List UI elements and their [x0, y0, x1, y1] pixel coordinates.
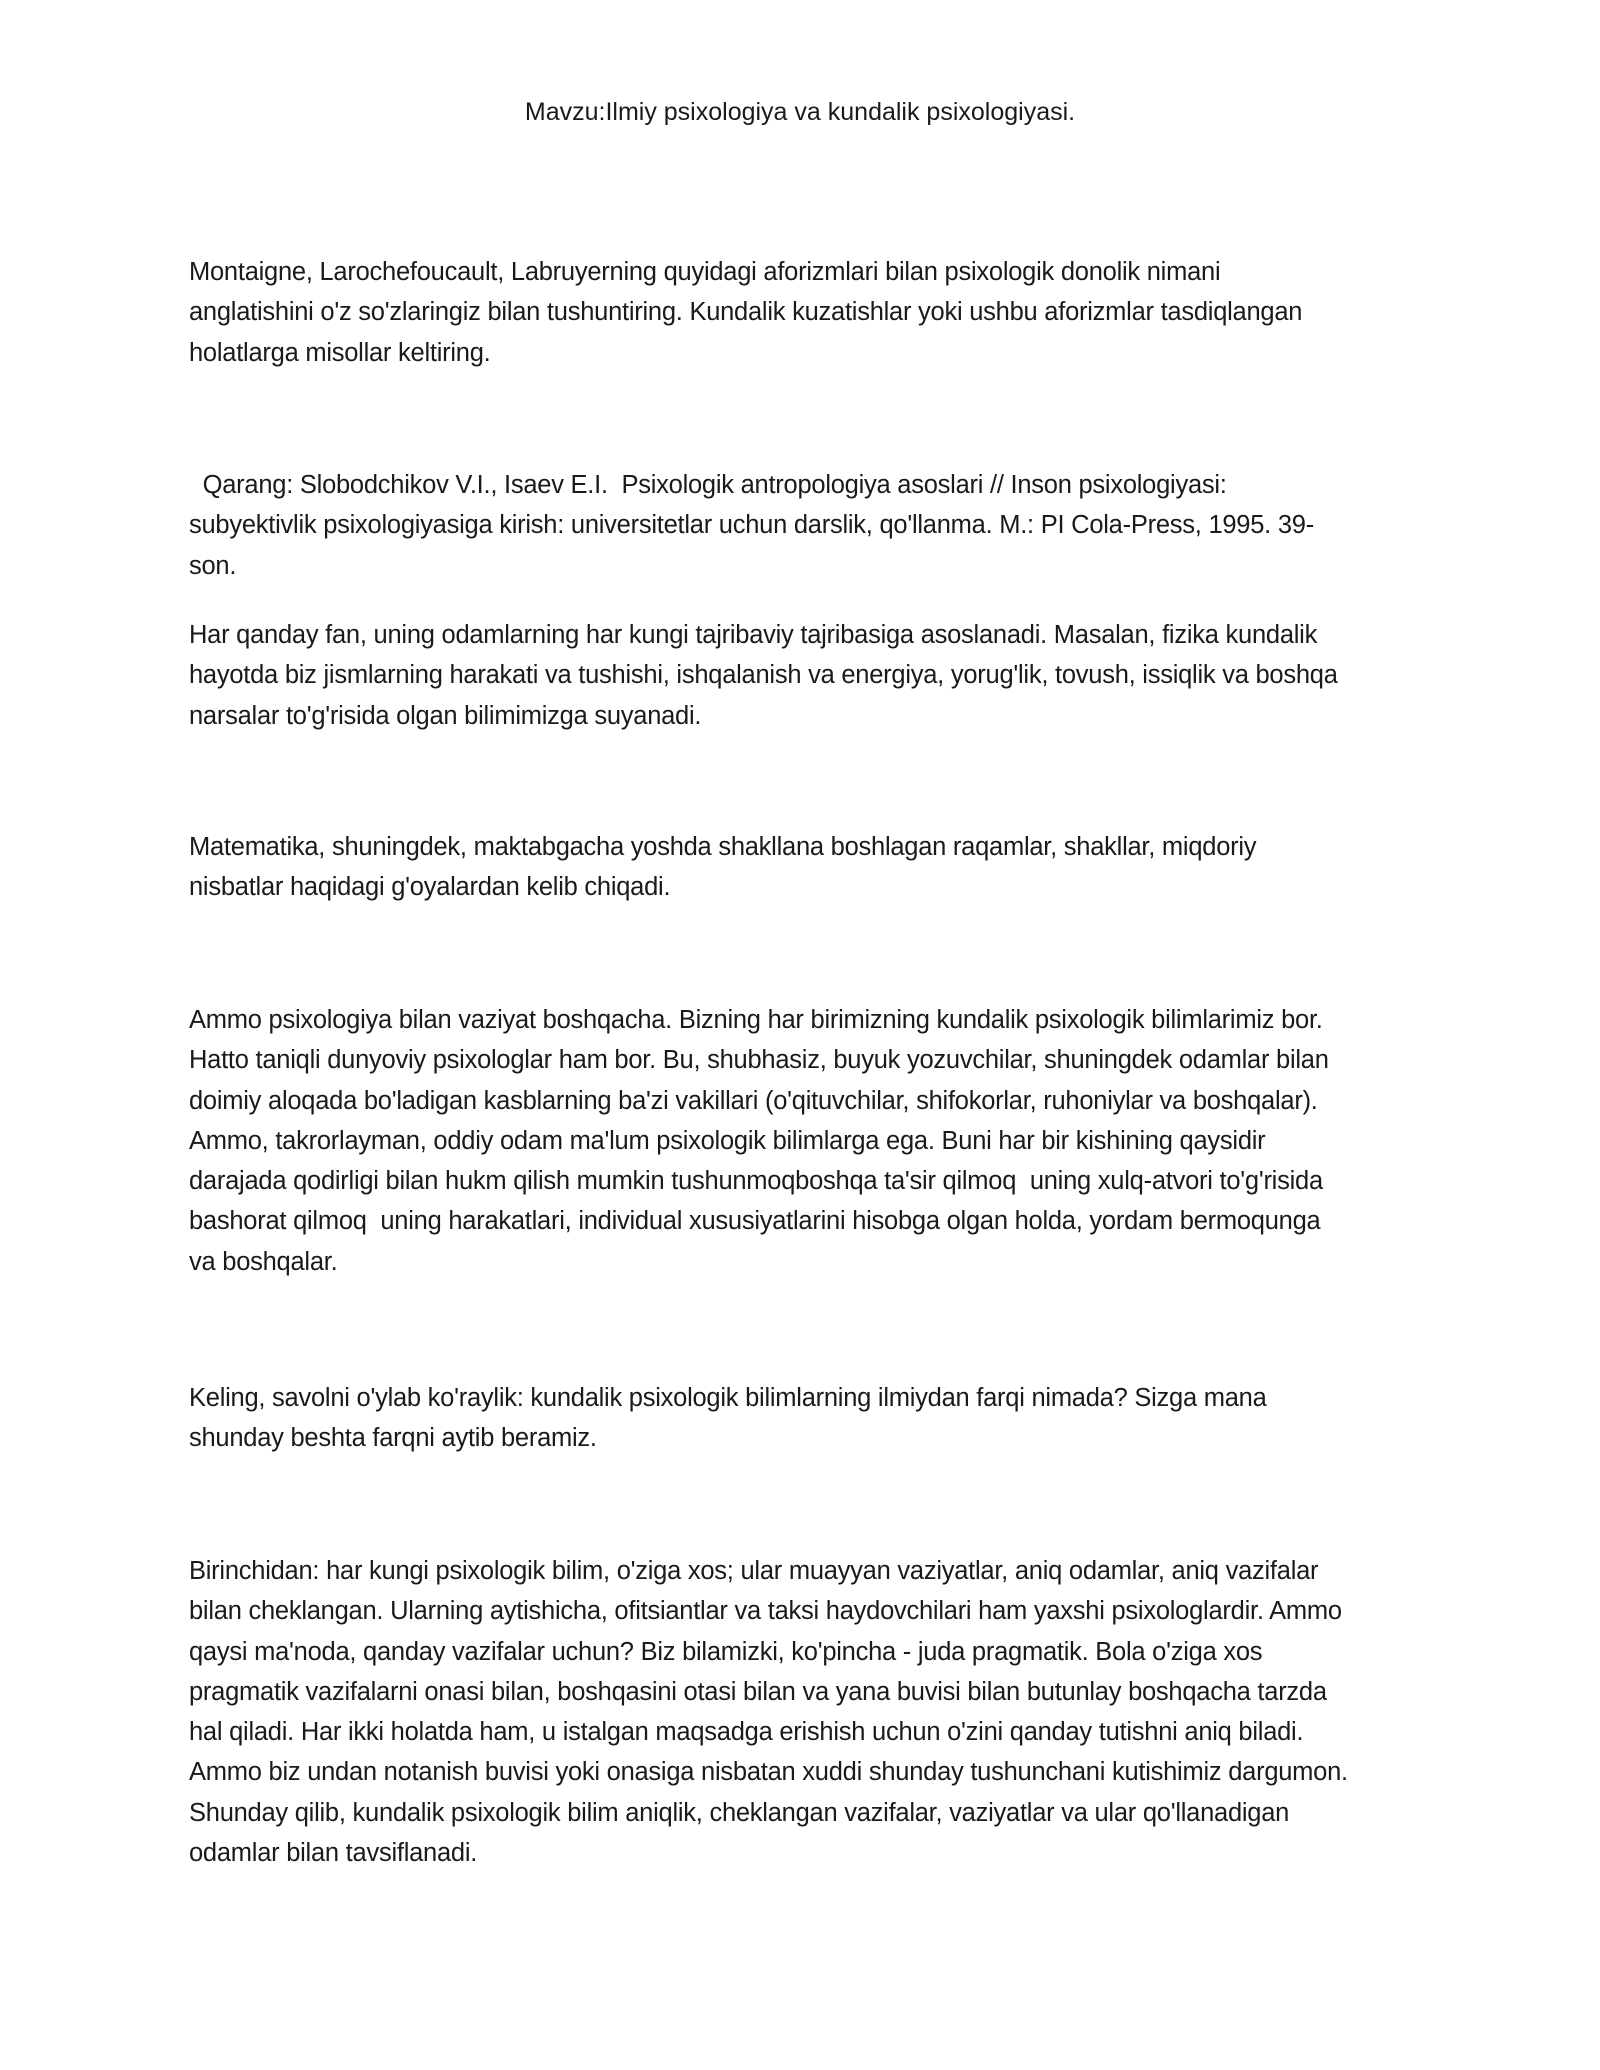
paragraph-question [189, 1378, 1419, 1459]
text-line: Matematika, shuningdek, maktabgacha yoshda shakllana boshlagan raqamlar, shakllar, miqdoriy [189, 833, 1257, 861]
paragraph-reference [189, 465, 1419, 586]
text-line: Ammo, takrorlayman, oddiy odam ma'lum psixologik bilimlarga ega. Buni har bir kishining qaysidir [189, 1126, 1266, 1155]
text-line: Keling, savolni o'ylab ko'raylik: kundalik psixologik bilimlarning ilmiydan farqi nimada? Sizga mana [189, 1384, 1267, 1412]
paragraph-psychology-situation [189, 1000, 1419, 1282]
text-line: bashorat qilmoq uning harakatlari, individual xususiyatlarini hisobga olgan holda, yordam bermoqunga [189, 1207, 1321, 1236]
text-line: holatlarga misollar keltiring. [189, 338, 491, 367]
text-line: son. [189, 551, 237, 580]
text-line: narsalar to'g'risida olgan bilimimizga suyanadi. [189, 701, 702, 730]
text-line: hal qiladi. Har ikki holatda ham, u istalgan maqsadga erishish uchun o'zini qanday tutishni aniq biladi. [189, 1718, 1304, 1747]
text-line: anglatishini o'z so'zlaringiz bilan tushuntiring. Kundalik kuzatishlar yoki ushbu aforizmlar tasdiqlangan [189, 298, 1303, 327]
text-line: Montaigne, Larochefoucault, Labruyerning quyidagi aforizmlari bilan psixologik donolik nimani [189, 258, 1221, 286]
paragraph-first-difference [189, 1551, 1419, 1873]
text-line: Birinchidan: har kungi psixologik bilim, o'ziga xos; ular muayyan vaziyatlar, aniq odamlar, aniq vazifalar [189, 1557, 1319, 1585]
text-line: nisbatlar haqidagi g'oyalardan kelib chiqadi. [189, 873, 671, 902]
paragraph-science-basis [189, 615, 1419, 736]
text-line: Qarang: Slobodchikov V.I., Isaev E.I. Psixologik antropologiya asoslari // Inson psixologiyasi: [189, 471, 1227, 499]
text-line: doimiy aloqada bo'ladigan kasblarning ba'zi vakillari (o'qituvchilar, shifokorlar, ruhoniylar va boshqalar). [189, 1086, 1318, 1115]
text-line: Hatto taniqli dunyoviy psixologlar ham bor. Bu, shubhasiz, buyuk yozuvchilar, shuningdek odamlar bilan [189, 1046, 1329, 1075]
text-line: qaysi ma'noda, qanday vazifalar uchun? Biz bilamizki, ko'pincha - juda pragmatik. Bola o'ziga xos [189, 1637, 1263, 1666]
text-line: subyektivlik psixologiyasiga kirish: universitetlar uchun darslik, qo'llanma. M.: PI Cola-Press, 1995. 39- [189, 511, 1314, 540]
text-line: pragmatik vazifalarni onasi bilan, boshqasini otasi bilan va yana buvisi bilan butunlay boshqacha tarzda [189, 1677, 1327, 1706]
text-line: va boshqalar. [189, 1247, 338, 1276]
text-line: hayotda biz jismlarning harakati va tushishi, ishqalanish va energiya, yorug'lik, tovush, issiqlik va boshqa [189, 661, 1338, 690]
paragraph-assignment [189, 252, 1419, 373]
text-line: odamlar bilan tavsiflanadi. [189, 1839, 478, 1868]
text-line: Ammo biz undan notanish buvisi yoki onasiga nisbatan xuddi shunday tushunchani kutishimiz dargumon. [189, 1758, 1348, 1787]
text-line: darajada qodirligi bilan hukm qilish mumkin tushunmoqboshqa ta'sir qilmoq uning xulq-atvori to'g'risida [189, 1167, 1323, 1196]
text-line: bilan cheklangan. Ularning aytishicha, ofitsiantlar va taksi haydovchilari ham yaxshi psixologlardir. Ammo [189, 1597, 1342, 1626]
text-line: Shunday qilib, kundalik psixologik bilim aniqlik, cheklangan vazifalar, vaziyatlar va ular qo'llanadigan [189, 1798, 1290, 1827]
text-line: Ammo psixologiya bilan vaziyat boshqacha. Bizning har birimizning kundalik psixologik bilimlarimiz bor. [189, 1006, 1323, 1034]
text-line: Har qanday fan, uning odamlarning har kungi tajribaviy tajribasiga asoslanadi. Masalan, fizika kundalik [189, 621, 1318, 649]
text-line: shunday beshta farqni aytib beramiz. [189, 1424, 597, 1453]
document-title: Mavzu:Ilmiy psixologiya va kundalik psixologiyasi. [524, 98, 1076, 126]
paragraph-mathematics [189, 827, 1419, 908]
